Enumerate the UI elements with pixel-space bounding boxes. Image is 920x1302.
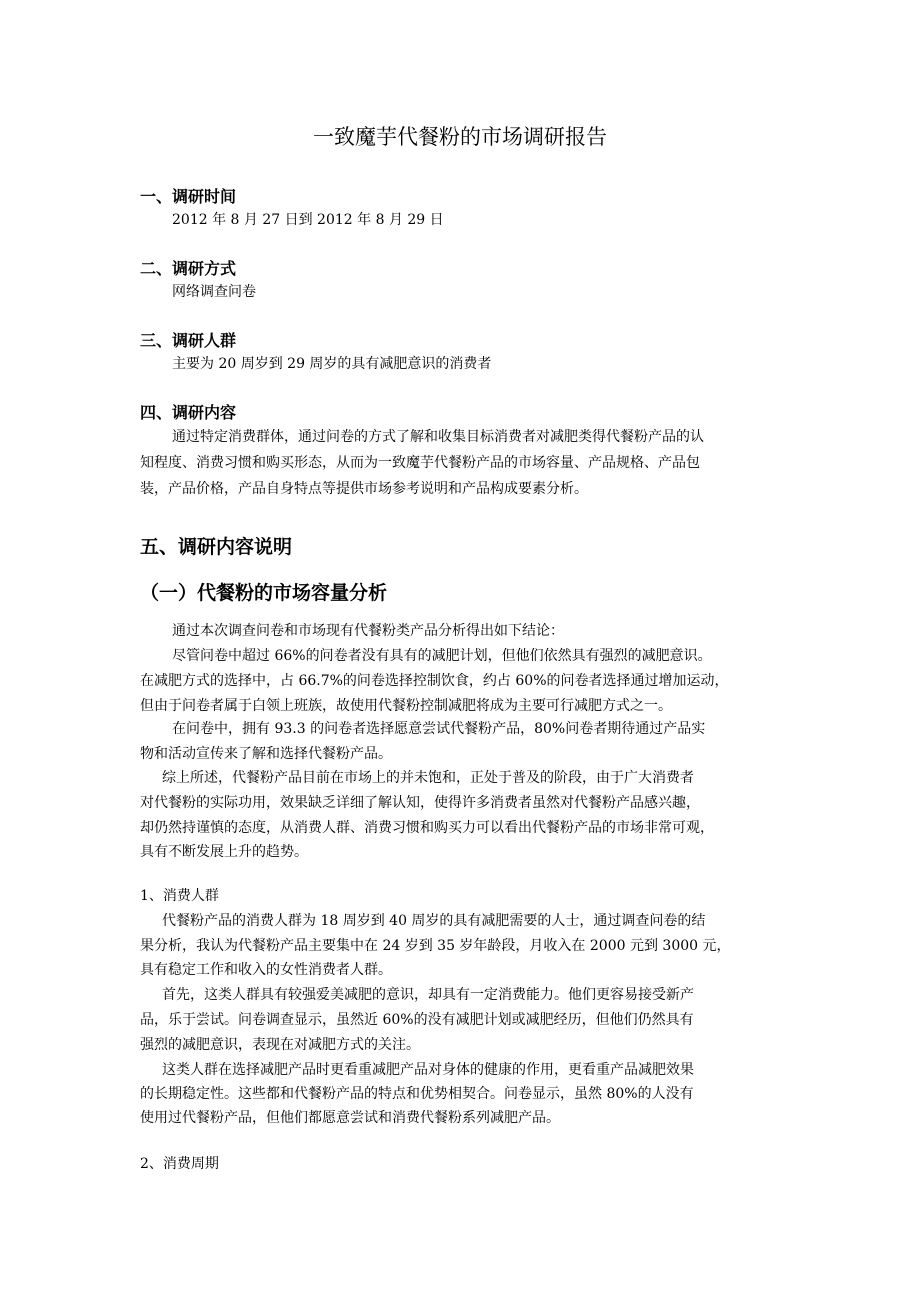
section-2-heading: 二、调研方式	[140, 259, 237, 278]
part-1-line: 在问卷中，拥有 93.3 的问卷者选择愿意尝试代餐粉产品，80%问卷者期待通过产品实	[172, 721, 706, 737]
part-1-heading: （一）代餐粉的市场容量分析	[140, 582, 388, 604]
subsection-1-line: 首先，这类人群具有较强爱美减肥的意识，却具有一定消费能力。他们更容易接受新产	[162, 987, 694, 1003]
part-1-line: 但由于问卷者属于白领上班族，故使用代餐粉控制减肥将成为主要可行减肥方式之一。	[140, 698, 672, 714]
part-1-line: 综上所述，代餐粉产品目前在市场上的并未饱和，正处于普及的阶段，由于广大消费者	[162, 770, 694, 786]
section-4-line: 通过特定消费群体，通过问卷的方式了解和收集目标消费者对减肥类得代餐粉产品的认	[172, 429, 704, 445]
section-4-line: 知程度、消费习惯和购买形态，从而为一致魔芋代餐粉产品的市场容量、产品规格、产品包	[140, 455, 700, 471]
part-1-line: 具有不断发展上升的趋势。	[140, 844, 308, 860]
part-1-line: 在减肥方式的选择中，占 66.7%的问卷选择控制饮食，约占 60%的问卷者选择通过增加运动，	[140, 673, 729, 689]
document-title: 一致魔芋代餐粉的市场调研报告	[313, 125, 607, 149]
part-1-line: 尽管问卷中超过 66%的问卷者没有具有的减肥计划，但他们依然具有强烈的减肥意识。	[172, 648, 712, 664]
subsection-1-line: 的长期稳定性。这些都和代餐粉产品的特点和优势相契合。问卷显示，虽然 80%的人没有	[140, 1086, 694, 1102]
subsection-1-line: 果分析，我认为代餐粉产品主要集中在 24 岁到 35 岁年龄段，月收入在 2000 元到 3000 元，	[140, 938, 731, 954]
subsection-1-line: 具有稳定工作和收入的女性消费者人群。	[140, 962, 392, 978]
subsection-1-line: 品，乐于尝试。问卷调查显示，虽然近 60%的没有减肥计划或减肥经历，但他们仍然具有	[140, 1012, 694, 1028]
part-1-line: 却仍然持谨慎的态度，从消费人群、消费习惯和购买力可以看出代餐粉产品的市场非常可观，	[140, 820, 714, 836]
section-4-heading: 四、调研内容	[140, 403, 237, 422]
section-5-heading: 五、调研内容说明	[140, 536, 293, 558]
subsection-1-line: 这类人群在选择减肥产品时更看重减肥产品对身体的健康的作用，更看重产品减肥效果	[162, 1062, 694, 1078]
subsection-1-heading: 1、消费人群	[140, 888, 219, 904]
section-3-heading: 三、调研人群	[140, 331, 237, 350]
part-1-line: 对代餐粉的实际功用，效果缺乏详细了解认知，使得许多消费者虽然对代餐粉产品感兴趣，	[140, 795, 700, 811]
part-1-line: 通过本次调查问卷和市场现有代餐粉类产品分析得出如下结论：	[172, 623, 564, 639]
section-1-content: 2012 年 8 月 27 日到 2012 年 8 月 29 日	[172, 212, 444, 228]
subsection-2-heading: 2、消费周期	[140, 1156, 219, 1172]
section-2-content: 网络调查问卷	[172, 284, 256, 300]
section-1-heading: 一、调研时间	[140, 187, 237, 206]
subsection-1-line: 代餐粉产品的消费人群为 18 周岁到 40 周岁的具有减肥需要的人士，通过调查问卷的结	[162, 913, 706, 929]
subsection-1-line: 使用过代餐粉产品，但他们都愿意尝试和消费代餐粉系列减肥产品。	[140, 1110, 560, 1126]
part-1-line: 物和活动宣传来了解和选择代餐粉产品。	[140, 746, 392, 762]
subsection-1-line: 强烈的减肥意识，表现在对减肥方式的关注。	[140, 1037, 420, 1053]
section-4-line: 装，产品价格，产品自身特点等提供市场参考说明和产品构成要素分析。	[140, 481, 588, 497]
section-3-content: 主要为 20 周岁到 29 周岁的具有减肥意识的消费者	[172, 356, 492, 372]
